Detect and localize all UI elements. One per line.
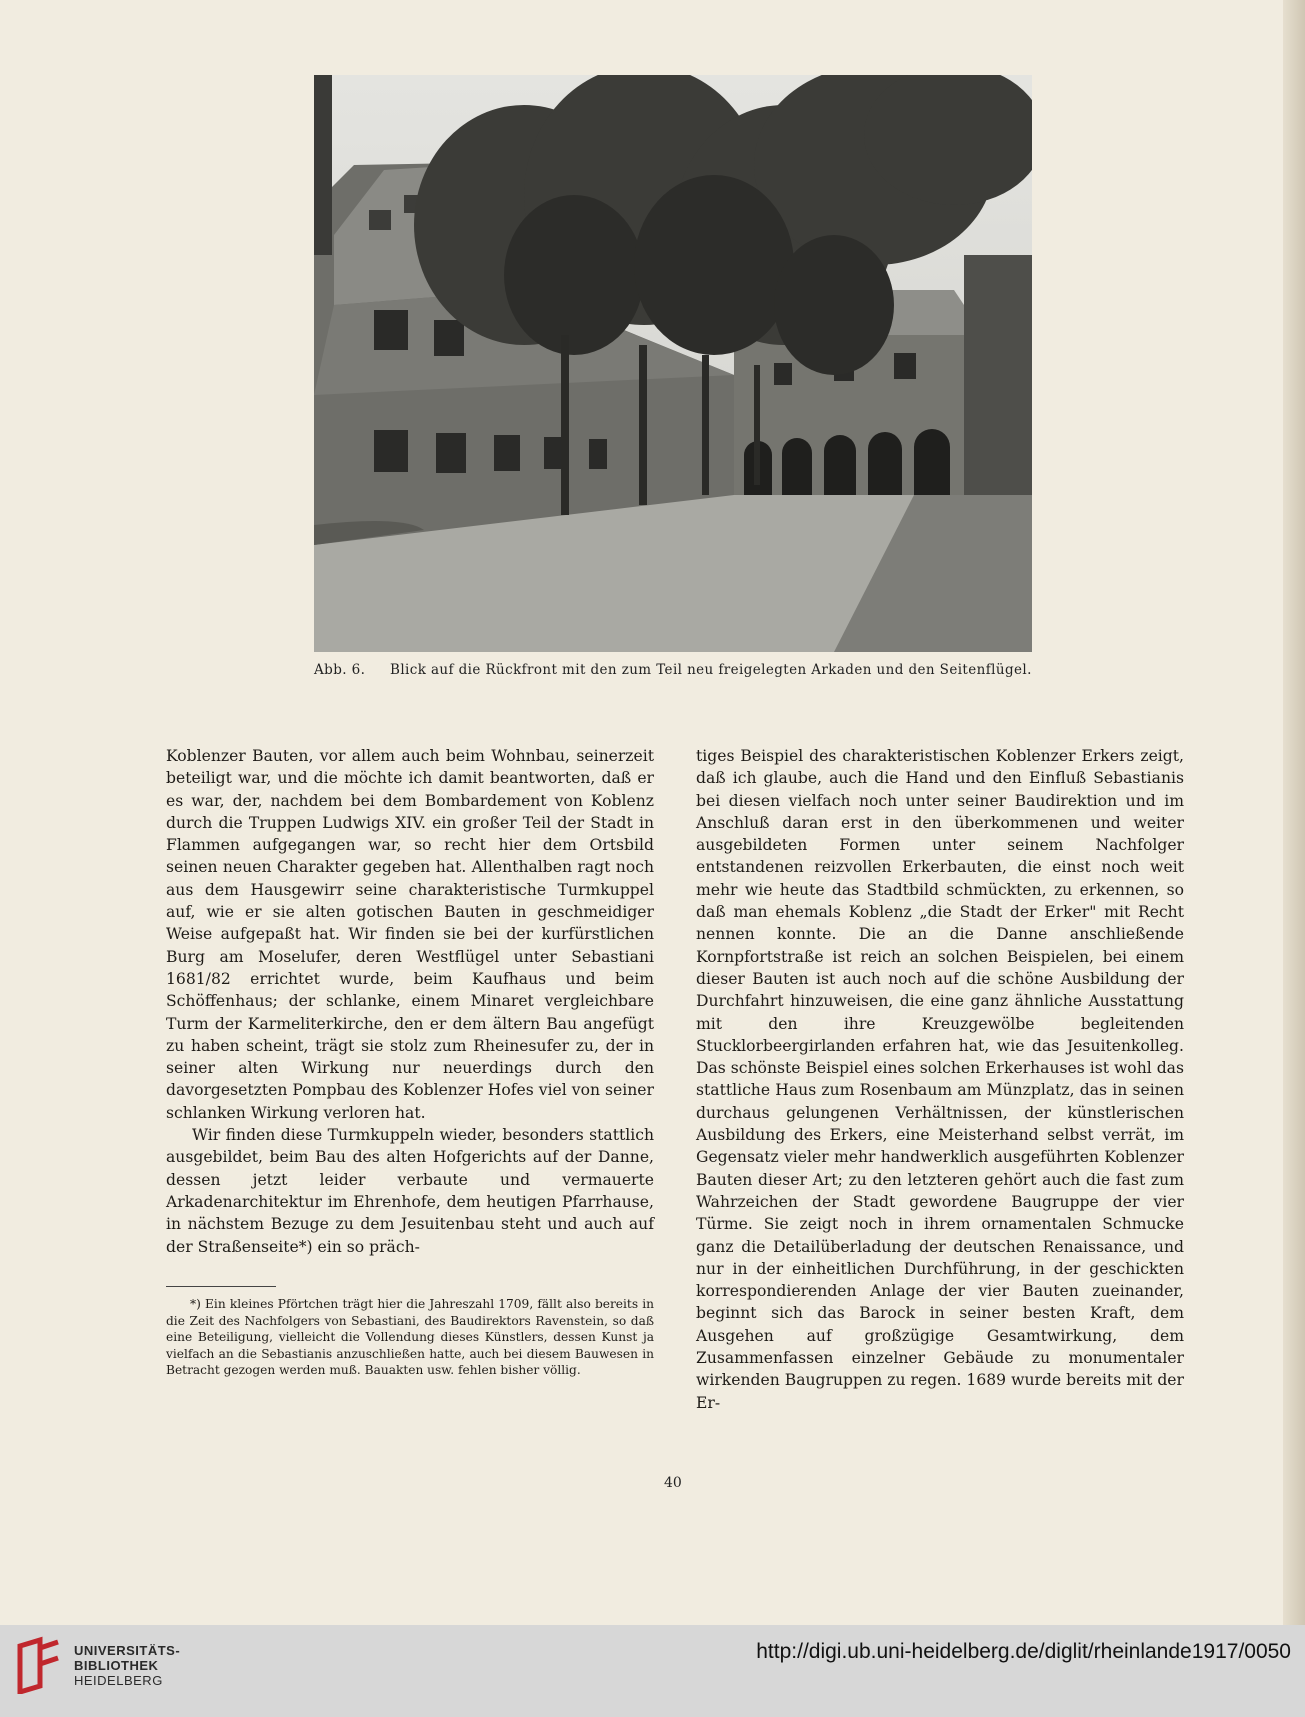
page-edge xyxy=(1283,0,1305,1625)
footnote xyxy=(166,1296,654,1379)
library-name-line1: UNIVERSITÄTS- xyxy=(74,1643,181,1658)
library-name-line3: HEIDELBERG xyxy=(74,1673,163,1688)
page-number: 40 xyxy=(664,1475,682,1491)
library-name xyxy=(74,1643,180,1688)
figure-caption xyxy=(314,662,1044,678)
text-column-right xyxy=(696,745,1184,1414)
source-url[interactable]: http://digi.ub.uni-heidelberg.de/diglit/rheinlande1917/0050 xyxy=(756,1640,1291,1663)
paragraph: tiges Beispiel des charakteristischen Koblenzer Erkers zeigt, daß ich glaube, auch die Hand und den Einfluß Sebastianis bei diesen vielfach noch unter seiner Baudirektion und im Anschluß daran erst in den überkommenen und weiter ausgebildeten Formen unter seinem Nachfolger entstandenen reizvollen Erkerbauten, die einst noch weit mehr wie heute das Stadtbild schmückten, zu erkennen, so daß man ehemals Koblenz „die Stadt der Erker" mit Recht nennen konnte. Die an die Danne anschließende Kornpfortstraße ist reich an solchen Beispielen, bei einem dieser Bauten ist auch noch auf die schöne Ausbildung der Durchfahrt hinzuweisen, die eine ganz ähnliche Ausstattung mit den ihre Kreuzgewölbe begleitenden Stucklorbeergirlanden erfahren hat, wie das Jesuitenkolleg. Das schönste Beispiel eines solchen Erkerhauses ist wohl das stattliche Haus zum Rosenbaum am Münzplatz, das in seinen durchaus gelungenen Verhältnissen, der künstlerischen Ausbildung des Erkers, eine Meisterhand selbst verrät, im Gegensatz vieler mehr handwerklich ausgeführten Koblenzer Bauten dieser Art; zu den letzteren gehört auch die fast zum Wahrzeichen der Stadt gewordene Baugruppe der vier Türme. Sie zeigt noch in ihrem ornamentalen Schmucke ganz die Detailüberladung der deutschen Renaissance, und nur in der einheitlichen Durchführung, in der geschickten korrespondierenden Anlage der vier Bauten zueinander, beginnt sich das Barock in seiner besten Kraft, dem Ausgehen auf großzügige Gesamtwirkung, dem Zusammenfassen einzelner Gebäude zu monumentaler wirkenden Baugruppen zu regen. 1689 wurde bereits mit der Er- xyxy=(696,747,1184,1412)
footnote-text: *) Ein kleines Pförtchen trägt hier die Jahreszahl 1709, fällt also bereits in die Zeit des Nachfolgers von Sebastiani, des Baudirektors Ravenstein, so daß eine Beteiligung, vielleicht die Vollendung dieses Künstlers, dessen Kunst ja vielfach an die Sebastianis anzuschließen hatte, auch bei diesem Bauwesen in Betracht gezogen werden muß. Bauakten usw. fehlen bisher völlig. xyxy=(166,1297,654,1378)
library-name-line2: BIBLIOTHEK xyxy=(74,1658,159,1673)
figure-caption-text: Blick auf die Rückfront mit den zum Teil neu freigelegten Arkaden und den Seitenflügel. xyxy=(390,662,1032,678)
text-column-left xyxy=(166,745,654,1258)
figure-label: Abb. 6. xyxy=(314,662,366,678)
library-logo-icon xyxy=(14,1636,64,1694)
footnote-rule xyxy=(166,1286,276,1287)
footer-bar xyxy=(0,1625,1305,1717)
paragraph: Wir finden diese Turmkuppeln wieder, besonders stattlich ausgebildet, beim Bau des alten Hofgerichts auf der Danne, dessen jetzt leider verbaute und vermauerte Arkadenarchitektur im Ehrenhofe, dem heutigen Pfarrhause, in nächstem Bezuge zu dem Jesuitenbau steht und auch auf der Straßenseite*) ein so präch- xyxy=(166,1126,654,1256)
paragraph: Koblenzer Bauten, vor allem auch beim Wohnbau, seinerzeit beteiligt war, und die möchte ich damit beantworten, daß er es war, der, nachdem bei dem Bombardement von Koblenz durch die Truppen Ludwigs XIV. ein großer Teil der Stadt in Flammen aufgegangen war, so recht hier dem Ortsbild seinen neuen Charakter gegeben hat. Allenthalben ragt noch aus dem Hausgewirr seine charakteristische Turmkuppel auf, wie er sie alten gotischen Bauten in geschmeidiger Weise aufgepaßt hat. Wir finden sie bei der kurfürstlichen Burg am Moselufer, deren Westflügel unter Sebastiani 1681/82 errichtet wurde, beim Kaufhaus und beim Schöffenhaus; der schlanke, einem Minaret vergleichbare Turm der Karmeliterkirche, den er dem ältern Bau angefügt zu haben scheint, trägt sie stolz zum Rheinesufer zu, der in seiner alten Wirkung nur neuerdings durch den davorgesetzten Pompbau des Koblenzer Hofes viel von seiner schlanken Wirkung verloren hat. xyxy=(166,747,654,1122)
courtyard-photograph xyxy=(314,75,1032,652)
